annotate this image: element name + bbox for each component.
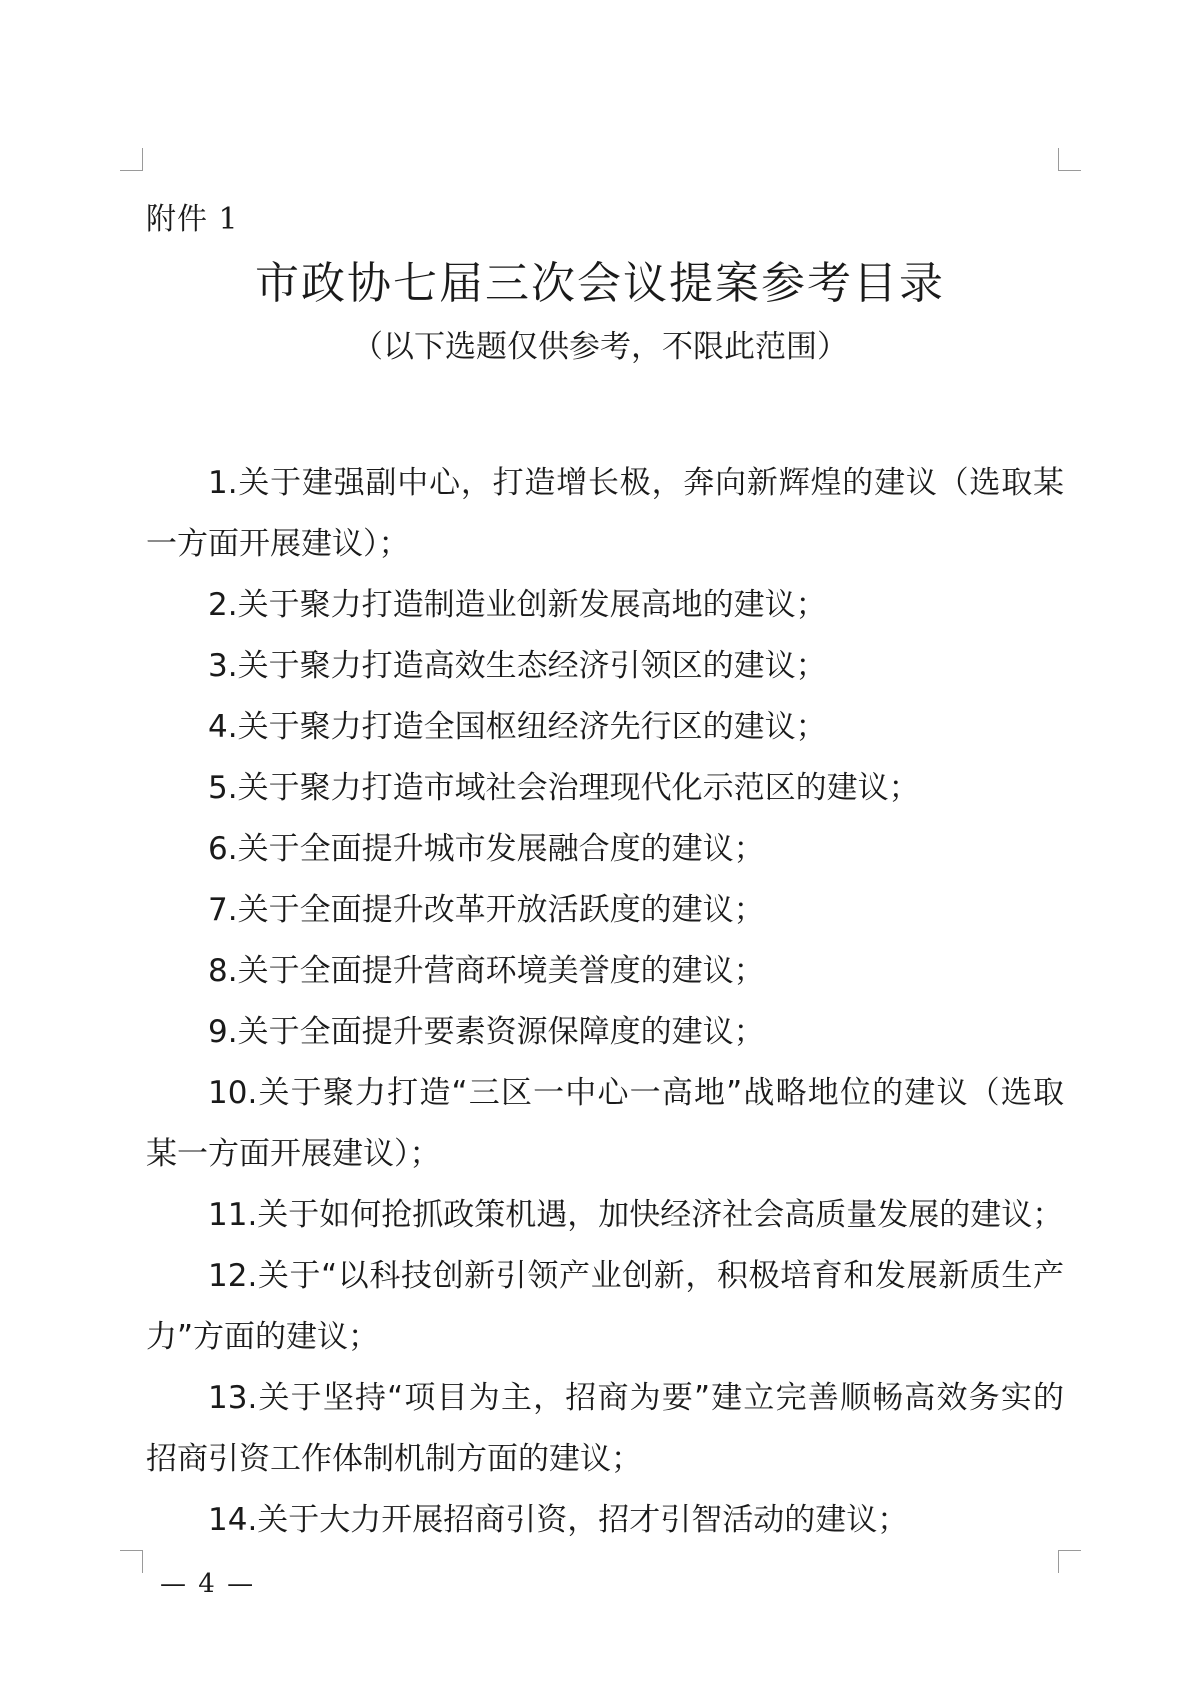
document-title: 市政协七届三次会议提案参考目录	[255, 258, 945, 309]
list-item: 5.关于聚力打造市域社会治理现代化示范区的建议；	[208, 770, 920, 806]
crop-mark-bottom-right	[1058, 1550, 1081, 1573]
list-item: 1.关于建强副中心，打造增长极，奔向新辉煌的建议（选取某一方面开展建议）；	[146, 465, 1064, 562]
crop-mark-top-right	[1058, 148, 1081, 171]
document-subtitle: （以下选题仅供参考，不限此范围）	[352, 329, 848, 365]
list-item: 6.关于全面提升城市发展融合度的建议；	[208, 831, 765, 867]
list-item: 3.关于聚力打造高效生态经济引领区的建议；	[208, 648, 827, 684]
proposal-topic-list	[146, 453, 1064, 1551]
list-item: 14.关于大力开展招商引资，招才引智活动的建议；	[208, 1502, 909, 1538]
list-item: 11.关于如何抢抓政策机遇，加快经济社会高质量发展的建议；	[208, 1197, 1064, 1233]
crop-mark-top-left	[120, 148, 143, 171]
list-item: 12.关于“以科技创新引领产业创新，积极培育和发展新质生产力”方面的建议；	[146, 1258, 1064, 1355]
list-item: 10.关于聚力打造“三区一中心一高地”战略地位的建议（选取某一方面开展建议）；	[146, 1075, 1064, 1172]
list-item: 7.关于全面提升改革开放活跃度的建议；	[208, 892, 765, 928]
list-item: 2.关于聚力打造制造业创新发展高地的建议；	[208, 587, 827, 623]
page-number: — 4 —	[160, 1569, 256, 1599]
list-item: 9.关于全面提升要素资源保障度的建议；	[208, 1014, 765, 1050]
list-item: 13.关于坚持“项目为主，招商为要”建立完善顺畅高效务实的招商引资工作体制机制方面的建议；	[146, 1380, 1064, 1477]
crop-mark-bottom-left	[120, 1550, 143, 1573]
attachment-label: 附件 1	[146, 202, 239, 237]
list-item: 8.关于全面提升营商环境美誉度的建议；	[208, 953, 765, 989]
list-item: 4.关于聚力打造全国枢纽经济先行区的建议；	[208, 709, 827, 745]
